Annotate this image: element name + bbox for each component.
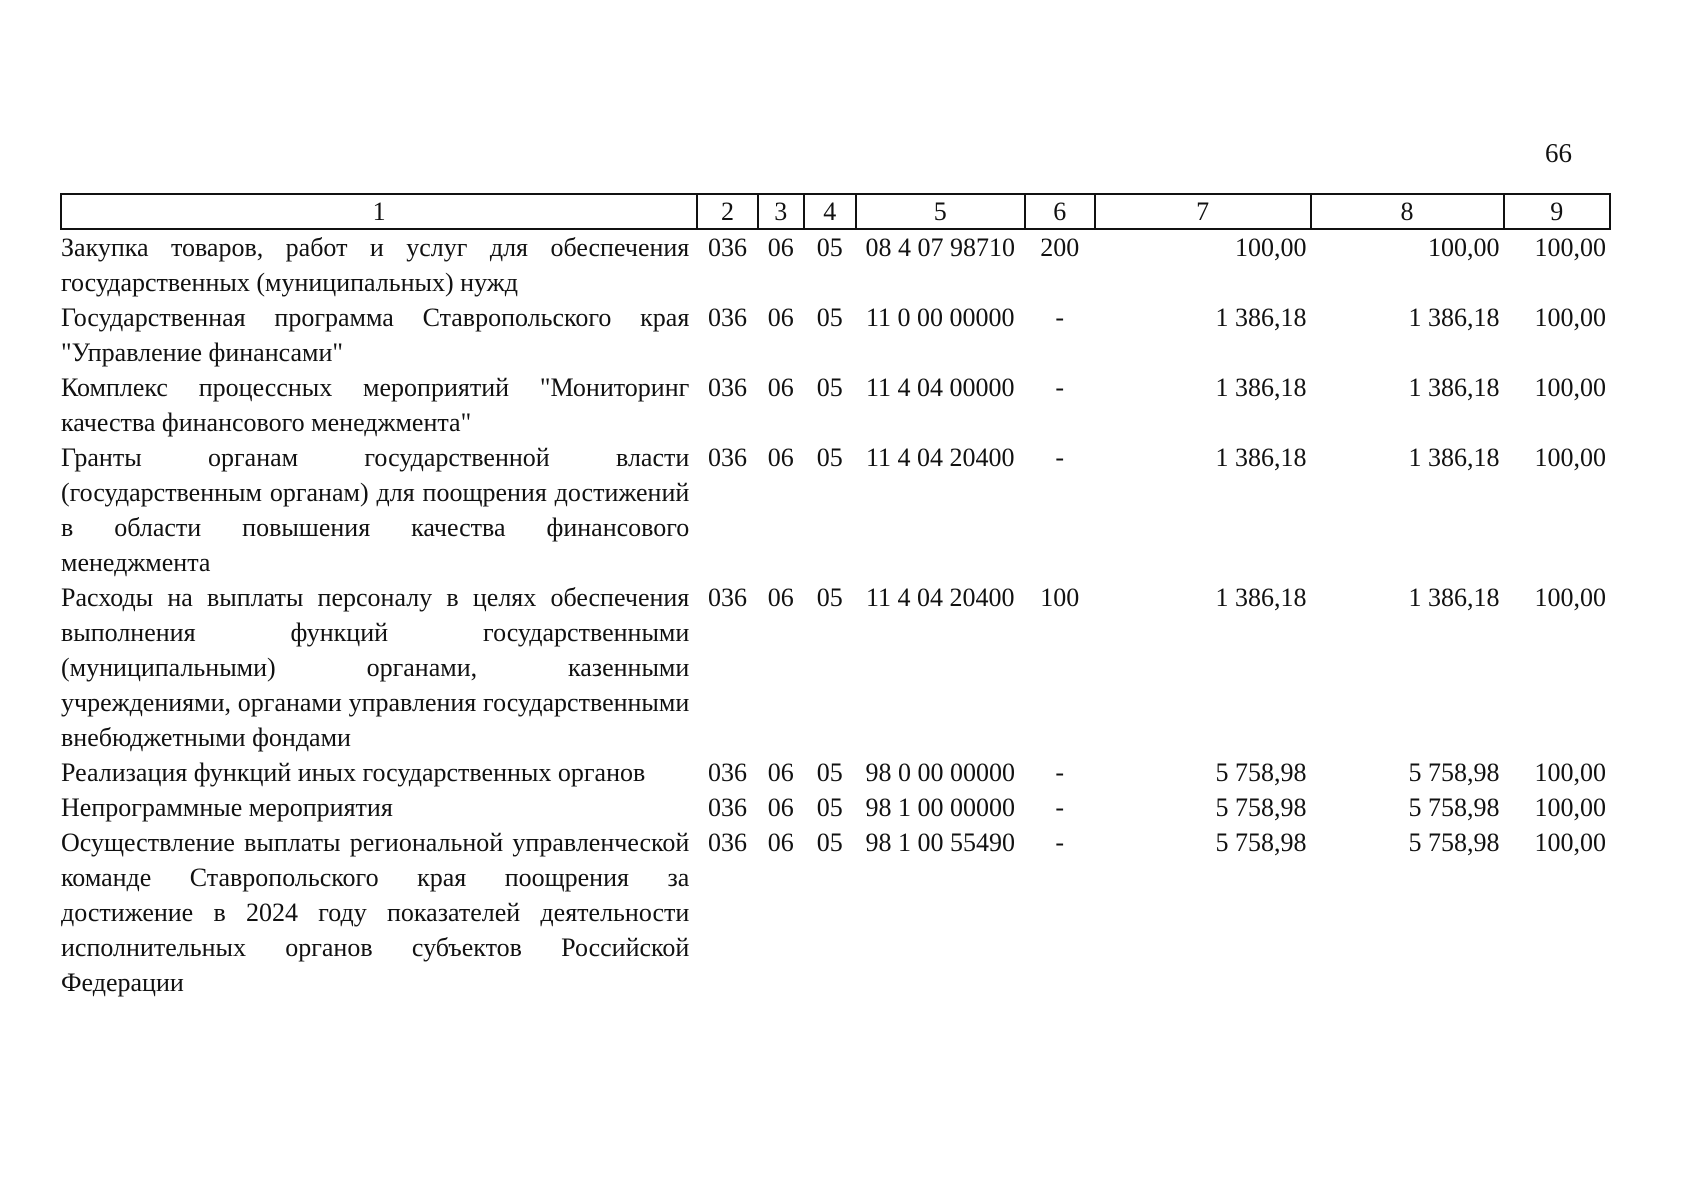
code-expense-type: 100 (1040, 583, 1080, 612)
amount-executed: 1 386,18 (1408, 303, 1500, 332)
code-target-article: 11 4 04 00000 (866, 373, 1015, 402)
execution-percent: 100,00 (1534, 793, 1606, 822)
code-ministry: 036 (708, 443, 748, 472)
table-row (61, 790, 1610, 825)
row-name: Расходы на выплаты персоналу в целях обеспечения выполнения функций государственными (муниципальными) органами, казенными учреждениями, органами управления государственными внебюджетными фондами (61, 583, 690, 752)
table-row (61, 755, 1610, 790)
amount-planned: 1 386,18 (1215, 583, 1307, 612)
budget-table (60, 193, 1611, 1000)
code-ministry: 036 (708, 793, 748, 822)
row-name: Гранты органам государственной власти (государственным органам) для поощрения достижений в области повышения качества финансового менеджмента (61, 443, 690, 577)
code-target-article: 11 0 00 00000 (866, 303, 1015, 332)
execution-percent: 100,00 (1534, 303, 1606, 332)
table-row (61, 440, 1610, 580)
code-expense-type: - (1055, 793, 1065, 822)
amount-planned: 1 386,18 (1215, 443, 1307, 472)
code-expense-type: - (1055, 828, 1065, 857)
execution-percent: 100,00 (1534, 758, 1606, 787)
execution-percent: 100,00 (1534, 828, 1606, 857)
code-target-article: 11 4 04 20400 (866, 583, 1015, 612)
row-name: Закупка товаров, работ и услуг для обеспечения государственных (муниципальных) нужд (61, 233, 690, 297)
table-row (61, 580, 1610, 755)
code-subsection: 05 (816, 373, 843, 402)
amount-executed: 5 758,98 (1408, 793, 1500, 822)
row-name: Государственная программа Ставропольского края "Управление финансами" (61, 303, 690, 367)
execution-percent: 100,00 (1534, 583, 1606, 612)
code-section: 06 (767, 373, 794, 402)
amount-executed: 5 758,98 (1408, 758, 1500, 787)
column-header: 1 (61, 194, 697, 229)
table-row (61, 300, 1610, 370)
code-subsection: 05 (816, 583, 843, 612)
code-subsection: 05 (816, 303, 843, 332)
code-ministry: 036 (708, 828, 748, 857)
amount-planned: 5 758,98 (1215, 793, 1307, 822)
column-header: 3 (758, 194, 804, 229)
column-header: 9 (1504, 194, 1610, 229)
code-ministry: 036 (708, 758, 748, 787)
amount-planned: 1 386,18 (1215, 373, 1307, 402)
code-expense-type: 200 (1040, 233, 1080, 262)
execution-percent: 100,00 (1534, 443, 1606, 472)
column-header: 8 (1311, 194, 1504, 229)
table-row (61, 229, 1610, 300)
code-target-article: 98 1 00 55490 (865, 828, 1016, 857)
code-ministry: 036 (708, 583, 748, 612)
code-section: 06 (767, 583, 794, 612)
code-subsection: 05 (816, 758, 843, 787)
page-number: 66 (1545, 138, 1572, 168)
column-header: 2 (697, 194, 757, 229)
row-name: Осуществление выплаты региональной управленческой команде Ставропольского края поощрения за достижение в 2024 году показателей деятельности исполнительных органов субъектов Российской Федерации (61, 828, 690, 997)
amount-planned: 100,00 (1235, 233, 1307, 262)
code-subsection: 05 (816, 443, 843, 472)
execution-percent: 100,00 (1534, 233, 1606, 262)
column-header: 7 (1095, 194, 1311, 229)
code-expense-type: - (1055, 443, 1065, 472)
code-target-article: 08 4 07 98710 (865, 233, 1016, 262)
table-row (61, 825, 1610, 1000)
code-expense-type: - (1055, 303, 1065, 332)
code-section: 06 (767, 758, 794, 787)
amount-planned: 5 758,98 (1215, 758, 1307, 787)
row-name: Комплекс процессных мероприятий "Мониторинг качества финансового менеджмента" (61, 373, 690, 437)
amount-executed: 1 386,18 (1408, 583, 1500, 612)
code-section: 06 (767, 233, 794, 262)
row-name: Реализация функций иных государственных органов (61, 758, 646, 787)
amount-planned: 5 758,98 (1215, 828, 1307, 857)
amount-planned: 1 386,18 (1215, 303, 1307, 332)
code-ministry: 036 (708, 303, 748, 332)
code-expense-type: - (1055, 758, 1065, 787)
table-header-row (61, 194, 1610, 229)
column-header: 4 (804, 194, 856, 229)
code-expense-type: - (1055, 373, 1065, 402)
code-section: 06 (767, 828, 794, 857)
amount-executed: 1 386,18 (1408, 443, 1500, 472)
column-header: 5 (856, 194, 1025, 229)
code-ministry: 036 (708, 233, 748, 262)
code-section: 06 (767, 443, 794, 472)
column-header: 6 (1025, 194, 1095, 229)
code-section: 06 (767, 793, 794, 822)
code-subsection: 05 (816, 793, 843, 822)
amount-executed: 1 386,18 (1408, 373, 1500, 402)
code-target-article: 98 1 00 00000 (865, 793, 1016, 822)
code-target-article: 98 0 00 00000 (865, 758, 1016, 787)
amount-executed: 100,00 (1428, 233, 1500, 262)
code-section: 06 (767, 303, 794, 332)
table-row (61, 370, 1610, 440)
code-ministry: 036 (708, 373, 748, 402)
code-subsection: 05 (816, 828, 843, 857)
amount-executed: 5 758,98 (1408, 828, 1500, 857)
execution-percent: 100,00 (1534, 373, 1606, 402)
row-name: Непрограммные мероприятия (61, 793, 393, 822)
code-target-article: 11 4 04 20400 (866, 443, 1015, 472)
code-subsection: 05 (816, 233, 843, 262)
